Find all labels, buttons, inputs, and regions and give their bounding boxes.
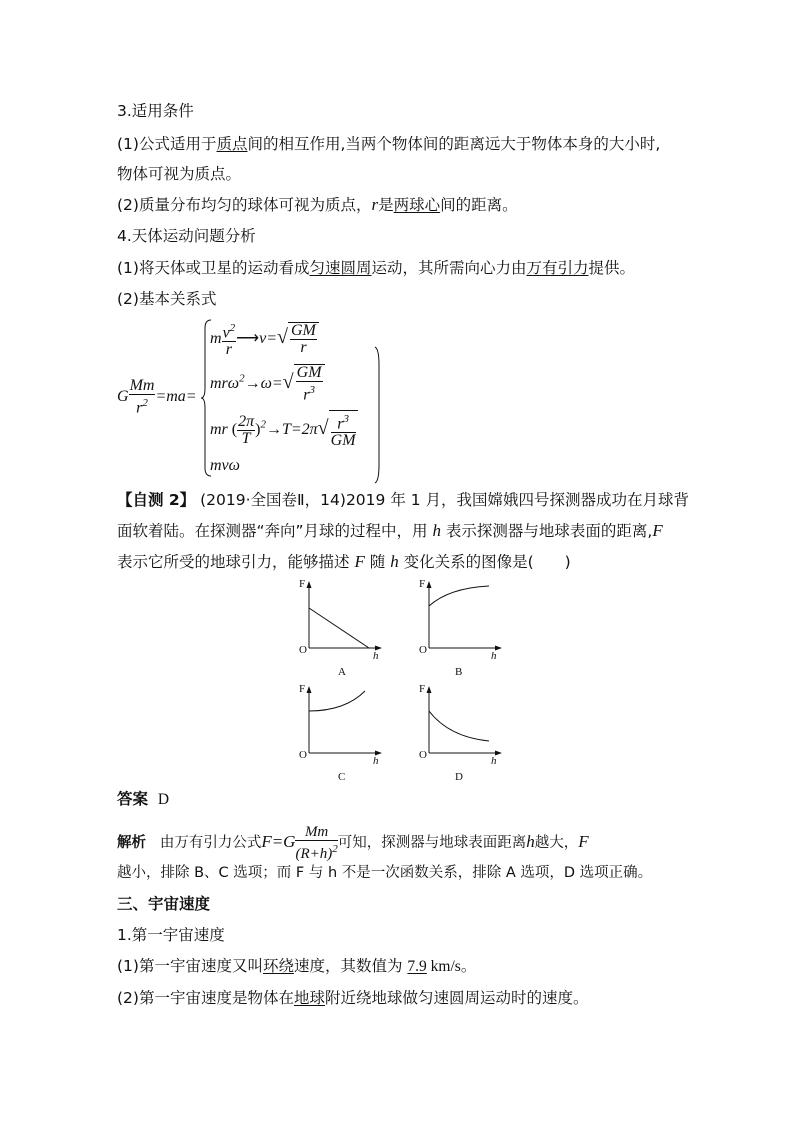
heading-applicable-conditions: 3.适用条件 xyxy=(117,102,194,120)
graph-c-origin: O xyxy=(299,749,307,761)
graph-c-f-label: F xyxy=(299,683,306,695)
graph-b-origin: O xyxy=(419,644,427,656)
analysis-line-2: 越小，排除 B、C 选项；而 F 与 h 不是一次函数关系，排除 A 选项，D 选项正确。 xyxy=(117,865,653,881)
graph-d-curve xyxy=(429,711,489,741)
answer-label: 答案 xyxy=(117,790,149,808)
graph-a-label: A xyxy=(338,666,346,678)
heading-cosmic-velocity: 三、宇宙速度 xyxy=(117,895,211,913)
selftest-tag: 【自测 2】 xyxy=(117,491,196,509)
graph-d-f-label: F xyxy=(419,683,426,695)
graph-b-curve xyxy=(429,586,489,606)
graph-d-h-label: h xyxy=(491,755,497,767)
heading-celestial-motion: 4.天体运动问题分析 xyxy=(117,227,256,245)
formula-lhs: G $\frac{Mm}{r^2}$ =ma= xyxy=(117,377,197,417)
graph-c-label: C xyxy=(338,771,346,783)
graph-c-curve xyxy=(309,691,365,711)
graph-a-origin: O xyxy=(299,644,307,656)
graph-d-origin: O xyxy=(419,749,427,761)
analysis-label: 解析 xyxy=(117,835,146,851)
analysis-line-1: 解析 由万有引力公式F=G $\frac{Mm}{(R+h)^2}$ 可知，探测器与地球表面距离h越大，F xyxy=(117,824,589,862)
formula-row-1: m $\frac{v^2}{r}$ ⟶v=√ $\frac{GM}{r}$ xyxy=(210,320,319,358)
graph-d xyxy=(405,683,505,783)
paragraph-motion-1: (1)将天体或卫星的运动看成匀速圆周运动，其所需向心力由万有引力提供。 xyxy=(117,259,636,277)
paragraph-condition-1-cont: 物体可视为质点。 xyxy=(117,165,242,183)
graph-a-curve xyxy=(309,608,369,648)
answer-value: D xyxy=(157,791,170,808)
formula-row-2: mrω$^2$→ω=√ $\frac{GM}{r^3}$ xyxy=(210,364,325,403)
selftest-line-3: 表示它所受的地球引力，能够描述 F 随 h 变化关系的图像是( ) xyxy=(117,552,571,571)
graph-c xyxy=(285,683,385,783)
heading-first-cosmic-velocity: 1.第一宇宙速度 xyxy=(117,926,225,944)
graph-b-h-label: h xyxy=(491,650,497,662)
paragraph-condition-1: (1)公式适用于质点间的相互作用,当两个物体间的距离远大于物体本身的大小时, xyxy=(117,135,661,153)
formula-row-3: mr ( $\frac{2\pi}{T}$ )$^2$→T=2π√ $\frac{r^3}{GM}$ xyxy=(210,410,358,449)
graph-c-h-label: h xyxy=(373,755,379,767)
answer-line xyxy=(117,789,169,810)
graph-a-f-label: F xyxy=(299,578,306,590)
formula-row-4: mvω xyxy=(210,457,240,474)
paragraph-condition-2: (2)质量分布均匀的球体可视为质点，r是两球心间的距离。 xyxy=(117,195,518,214)
selftest-line-2: 面软着陆。在探测器“奔向”月球的过程中，用 h 表示探测器与地球表面的距离,F xyxy=(117,521,663,540)
selftest-line-1: 【自测 2】 (2019·全国卷Ⅱ，14)2019 年 1 月，我国嫦娥四号探测器成功在月球背 xyxy=(117,491,690,509)
paragraph-basic-relations: (2)基本关系式 xyxy=(117,290,217,308)
graph-b xyxy=(405,578,505,678)
graph-b-f-label: F xyxy=(419,578,426,590)
graph-a xyxy=(285,578,385,678)
right-brace xyxy=(373,345,381,485)
paragraph-velocity-2: (2)第一宇宙速度是物体在地球附近绕地球做匀速圆周运动时的速度。 xyxy=(117,989,589,1007)
graph-b-label: B xyxy=(455,666,463,678)
paragraph-velocity-1: (1)第一宇宙速度又叫环绕速度，其数值为 7.9 km/s。 xyxy=(117,957,477,975)
graph-d-label: D xyxy=(455,771,463,783)
graph-a-h-label: h xyxy=(373,650,379,662)
